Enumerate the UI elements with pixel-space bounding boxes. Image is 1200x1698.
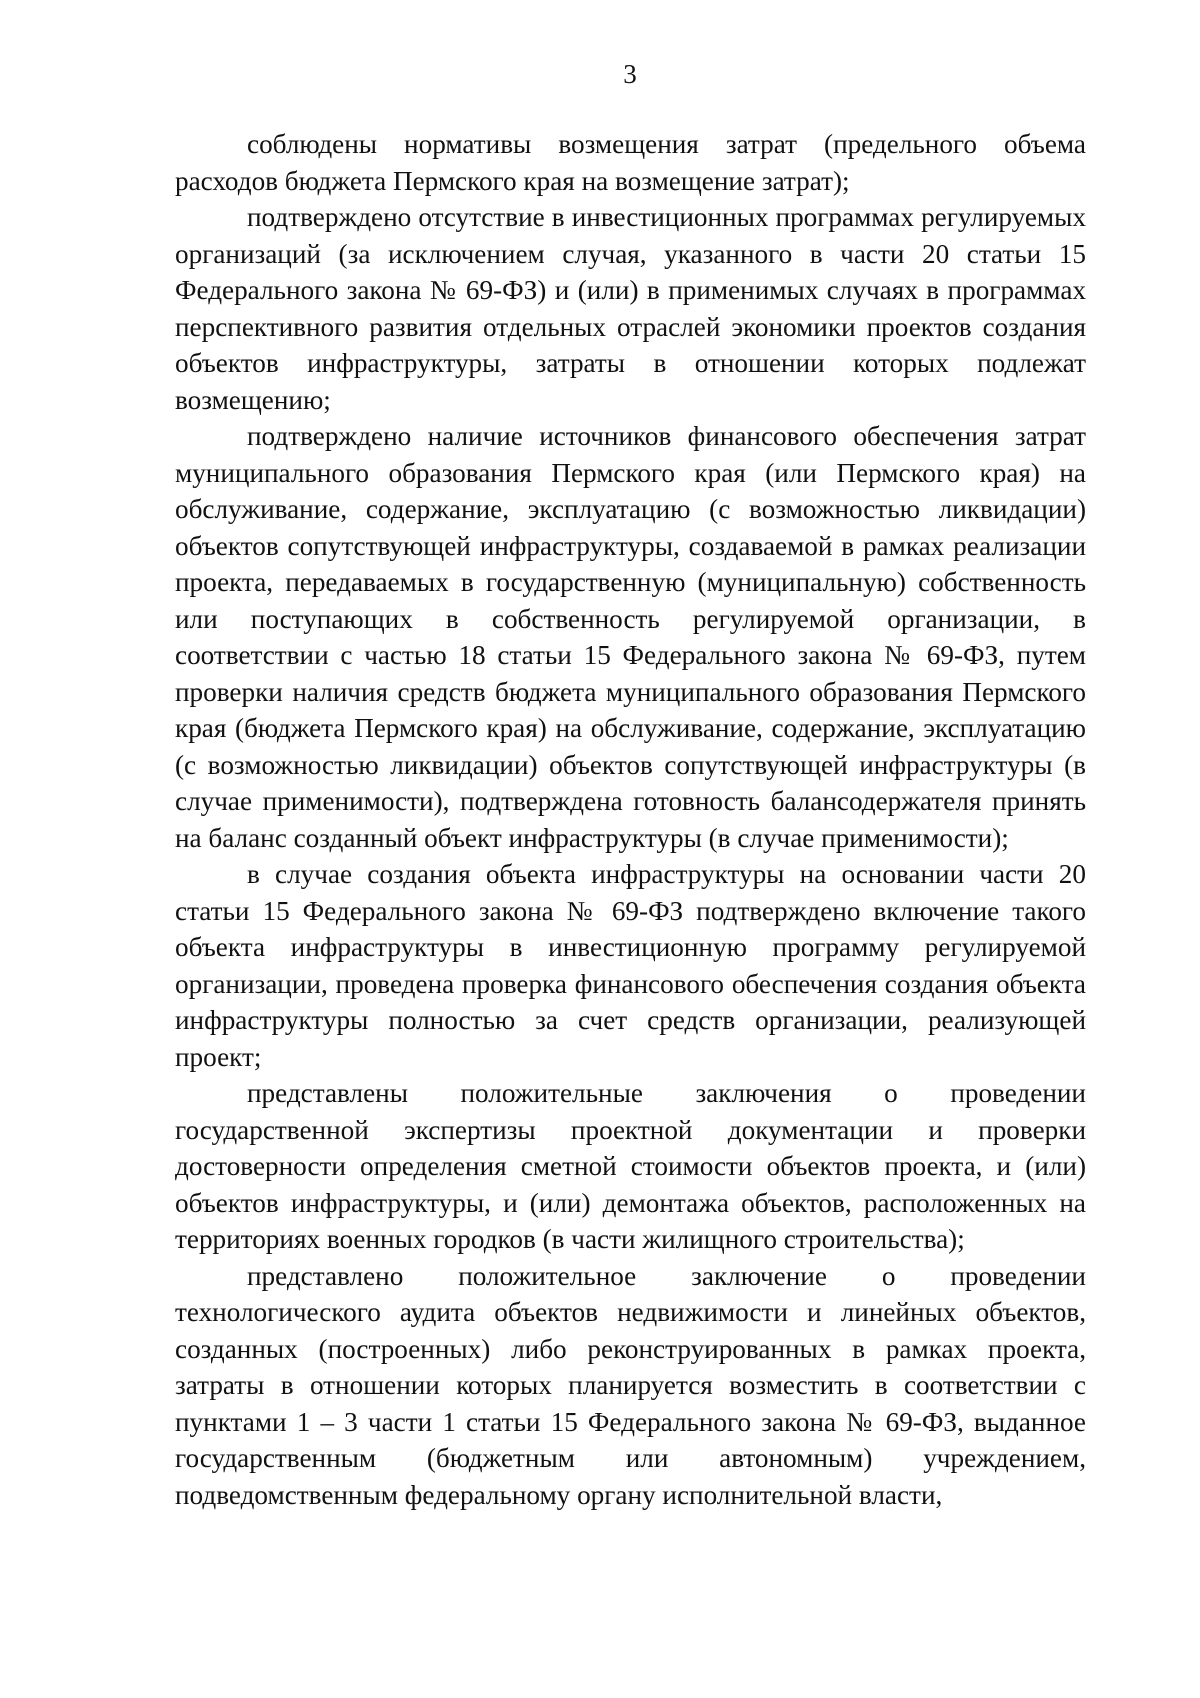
paragraph-cost-norms: соблюдены нормативы возмещения затрат (предельного объема расходов бюджета Пермского края на возмещение затрат); <box>175 129 1086 196</box>
paragraph-investment-programs: подтверждено отсутствие в инвестиционных программах регулируемых организаций (за исключением случая, указанного в части 20 статьи 15 Федерального закона № 69-ФЗ) и (или) в применимых случаях в программах перспективного развития отдельных отраслей экономики проектов создания объектов инфраструктуры, затраты в отношении которых подлежат возмещению; <box>175 202 1086 415</box>
paragraph-infrastructure-part-20: в случае создания объекта инфраструктуры на основании части 20 статьи 15 Федерального закона № 69-ФЗ подтверждено включение такого объекта инфраструктуры в инвестиционную программу регулируемой организации, проведена проверка финансового обеспечения создания объекта инфраструктуры полностью за счет средств организации, реализующей проект; <box>175 859 1086 1072</box>
page-number: 3 <box>623 59 637 89</box>
document-body <box>175 126 1086 1513</box>
paragraph-technology-audit: представлено положительное заключение о проведении технологического аудита объектов недвижимости и линейных объектов, созданных (построенных) либо реконструированных в рамках проекта, затраты в отношении которых планируется возместить в соответствии с пунктами 1 – 3 части 1 статьи 15 Федерального закона № 69-ФЗ, выданное государственным (бюджетным или автономным) учреждением, подведомственным федеральному органу исполнительной власти, <box>175 1260 1086 1510</box>
paragraph-state-expertise: представлены положительные заключения о проведении государственной экспертизы проектной документации и проверки достоверности определения сметной стоимости объектов проекта, и (или) объектов инфраструктуры, и (или) демонтажа объектов, расположенных на территориях военных городков (в части жилищного строительства); <box>175 1078 1086 1254</box>
paragraph-funding-sources: подтверждено наличие источников финансового обеспечения затрат муниципального образования Пермского края (или Пермского края) на обслуживание, содержание, эксплуатацию (с возможностью ликвидации) объектов сопутствующей инфраструктуры, создаваемой в рамках реализации проекта, передаваемых в государственную (муниципальную) собственность или поступающих в собственность регулируемой организации, в соответствии с частью 18 статьи 15 Федерального закона № 69-ФЗ, путем проверки наличия средств бюджета муниципального образования Пермского края (бюджета Пермского края) на обслуживание, содержание, эксплуатацию (с возможностью ликвидации) объектов сопутствующей инфраструктуры (в случае применимости), подтверждена готовность балансодержателя принять на баланс созданный объект инфраструктуры (в случае применимости); <box>175 421 1086 853</box>
